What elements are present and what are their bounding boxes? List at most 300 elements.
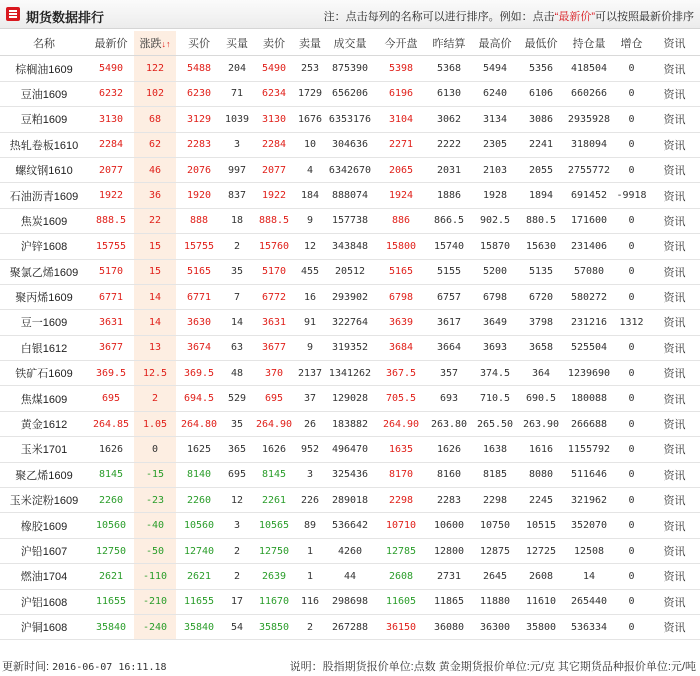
low-price: 5135 <box>518 259 564 284</box>
table-row <box>0 614 700 639</box>
ask-price: 8145 <box>252 462 296 487</box>
table-row <box>0 361 700 386</box>
ask-volume: 2137 <box>296 361 324 386</box>
contract-name[interactable]: 棕榈油1609 <box>0 56 88 81</box>
contract-name[interactable]: 玉米1701 <box>0 437 88 462</box>
column-header[interactable] <box>324 31 376 56</box>
info-link[interactable]: 资讯 <box>649 386 700 411</box>
change: 122 <box>134 56 176 81</box>
ask-volume: 9 <box>296 335 324 360</box>
table-row <box>0 234 700 259</box>
low-price: 2245 <box>518 488 564 513</box>
bid-price: 369.5 <box>176 361 222 386</box>
ask-price: 3130 <box>252 107 296 132</box>
ask-volume: 37 <box>296 386 324 411</box>
oi-change: 0 <box>614 361 649 386</box>
table-row <box>0 56 700 81</box>
volume: 183882 <box>324 411 376 436</box>
prev-settle: 2283 <box>426 488 472 513</box>
column-header[interactable] <box>252 31 296 56</box>
volume: 1341262 <box>324 361 376 386</box>
last-price: 12750 <box>88 538 134 563</box>
ask-price: 2261 <box>252 488 296 513</box>
table-row <box>0 310 700 335</box>
column-header-label: 最新价 <box>94 38 128 51</box>
bid-price: 5488 <box>176 56 222 81</box>
bid-price: 2260 <box>176 488 222 513</box>
sort-arrow-icon[interactable]: ↓↑ <box>161 39 171 50</box>
low-price: 2608 <box>518 564 564 589</box>
info-link[interactable]: 资讯 <box>649 183 700 208</box>
column-header[interactable] <box>296 31 324 56</box>
ask-price: 6772 <box>252 284 296 309</box>
open-price: 15800 <box>376 234 426 259</box>
info-link[interactable]: 资讯 <box>649 234 700 259</box>
prev-settle: 1626 <box>426 437 472 462</box>
open-price: 2298 <box>376 488 426 513</box>
contract-name[interactable]: 豆粕1609 <box>0 107 88 132</box>
contract-name[interactable]: 沪锌1608 <box>0 234 88 259</box>
table-row <box>0 259 700 284</box>
ask-price: 888.5 <box>252 208 296 233</box>
open-interest: 525504 <box>564 335 614 360</box>
change: -23 <box>134 488 176 513</box>
volume: 322764 <box>324 310 376 335</box>
low-price: 880.5 <box>518 208 564 233</box>
ask-price: 5170 <box>252 259 296 284</box>
info-link[interactable]: 资讯 <box>649 589 700 614</box>
prev-settle: 8160 <box>426 462 472 487</box>
high-price: 710.5 <box>472 386 518 411</box>
column-header[interactable] <box>222 31 252 56</box>
open-interest: 57080 <box>564 259 614 284</box>
ask-price: 695 <box>252 386 296 411</box>
table-row <box>0 157 700 182</box>
prev-settle: 357 <box>426 361 472 386</box>
info-link[interactable]: 资讯 <box>649 259 700 284</box>
contract-name[interactable]: 玉米淀粉1609 <box>0 488 88 513</box>
change: 46 <box>134 157 176 182</box>
column-header[interactable] <box>88 31 134 56</box>
table-row <box>0 538 700 563</box>
last-price: 11655 <box>88 589 134 614</box>
column-header[interactable] <box>518 31 564 56</box>
column-header-label: 买价 <box>188 38 210 51</box>
last-price: 3130 <box>88 107 134 132</box>
oi-change: 0 <box>614 259 649 284</box>
info-link[interactable]: 资讯 <box>649 538 700 563</box>
open-price: 6798 <box>376 284 426 309</box>
low-price: 3798 <box>518 310 564 335</box>
open-interest: 660266 <box>564 81 614 106</box>
contract-name[interactable]: 燃油1704 <box>0 564 88 589</box>
footer <box>0 655 700 676</box>
change: 13 <box>134 335 176 360</box>
high-price: 6240 <box>472 81 518 106</box>
ranking-logo-icon <box>6 7 20 21</box>
low-price: 12725 <box>518 538 564 563</box>
column-header-label: 昨结算 <box>432 38 466 51</box>
change: 62 <box>134 132 176 157</box>
oi-change: 0 <box>614 81 649 106</box>
bid-volume: 63 <box>222 335 252 360</box>
info-link[interactable]: 资讯 <box>649 284 700 309</box>
open-price: 8170 <box>376 462 426 487</box>
oi-change: 0 <box>614 157 649 182</box>
high-price: 36300 <box>472 614 518 639</box>
high-price: 374.5 <box>472 361 518 386</box>
open-price: 5398 <box>376 56 426 81</box>
low-price: 15630 <box>518 234 564 259</box>
last-price: 2260 <box>88 488 134 513</box>
column-header-label: 今开盘 <box>384 38 418 51</box>
contract-name[interactable]: 沪铅1607 <box>0 538 88 563</box>
table-row <box>0 462 700 487</box>
contract-name[interactable]: 焦煤1609 <box>0 386 88 411</box>
column-header[interactable] <box>426 31 472 56</box>
prev-settle: 12800 <box>426 538 472 563</box>
prev-settle: 6130 <box>426 81 472 106</box>
open-interest: 536334 <box>564 614 614 639</box>
prev-settle: 1886 <box>426 183 472 208</box>
prev-settle: 3664 <box>426 335 472 360</box>
info-link[interactable]: 资讯 <box>649 157 700 182</box>
table-row <box>0 564 700 589</box>
bid-price: 3630 <box>176 310 222 335</box>
bid-volume: 2 <box>222 538 252 563</box>
high-price: 2305 <box>472 132 518 157</box>
bid-volume: 2 <box>222 564 252 589</box>
prev-settle: 5155 <box>426 259 472 284</box>
bid-volume: 529 <box>222 386 252 411</box>
open-price: 6196 <box>376 81 426 106</box>
change: 14 <box>134 310 176 335</box>
oi-change: 0 <box>614 437 649 462</box>
open-price: 3104 <box>376 107 426 132</box>
ask-price: 3677 <box>252 335 296 360</box>
info-link[interactable]: 资讯 <box>649 564 700 589</box>
high-price: 11880 <box>472 589 518 614</box>
open-price: 705.5 <box>376 386 426 411</box>
prev-settle: 866.5 <box>426 208 472 233</box>
bid-price: 5165 <box>176 259 222 284</box>
open-price: 10710 <box>376 513 426 538</box>
low-price: 3086 <box>518 107 564 132</box>
volume: 656206 <box>324 81 376 106</box>
ask-price: 15760 <box>252 234 296 259</box>
bid-price: 35840 <box>176 614 222 639</box>
contract-name[interactable]: 铁矿石1609 <box>0 361 88 386</box>
ask-price: 3631 <box>252 310 296 335</box>
change: 12.5 <box>134 361 176 386</box>
bid-volume: 17 <box>222 589 252 614</box>
prev-settle: 3062 <box>426 107 472 132</box>
prev-settle: 3617 <box>426 310 472 335</box>
table-row <box>0 513 700 538</box>
change: -15 <box>134 462 176 487</box>
high-price: 902.5 <box>472 208 518 233</box>
prev-settle: 2031 <box>426 157 472 182</box>
contract-name[interactable]: 焦炭1609 <box>0 208 88 233</box>
prev-settle: 11865 <box>426 589 472 614</box>
change: 15 <box>134 259 176 284</box>
column-header-label: 增仓 <box>620 38 643 51</box>
oi-change: 0 <box>614 386 649 411</box>
open-interest: 265440 <box>564 589 614 614</box>
change: 14 <box>134 284 176 309</box>
ask-volume: 1676 <box>296 107 324 132</box>
volume: 304636 <box>324 132 376 157</box>
bid-volume: 12 <box>222 488 252 513</box>
info-link[interactable]: 资讯 <box>649 437 700 462</box>
bid-volume: 204 <box>222 56 252 81</box>
oi-change: 0 <box>614 538 649 563</box>
ask-volume: 952 <box>296 437 324 462</box>
open-price: 2271 <box>376 132 426 157</box>
high-price: 2298 <box>472 488 518 513</box>
oi-change: 0 <box>614 488 649 513</box>
info-link[interactable]: 资讯 <box>649 81 700 106</box>
contract-name[interactable]: 黄金1612 <box>0 411 88 436</box>
open-interest: 511646 <box>564 462 614 487</box>
info-link[interactable]: 资讯 <box>649 107 700 132</box>
update-time <box>2 658 167 674</box>
low-price: 1894 <box>518 183 564 208</box>
open-interest: 1239690 <box>564 361 614 386</box>
sort-hint-prefix: 注：点击每列的名称可以进行排序。例如：点击 <box>323 11 555 23</box>
header-bar <box>0 0 700 29</box>
bid-price: 888 <box>176 208 222 233</box>
contract-name[interactable]: 热轧卷板1610 <box>0 132 88 157</box>
low-price: 690.5 <box>518 386 564 411</box>
volume: 293902 <box>324 284 376 309</box>
open-price: 12785 <box>376 538 426 563</box>
info-link[interactable]: 资讯 <box>649 132 700 157</box>
bid-volume: 365 <box>222 437 252 462</box>
high-price: 3649 <box>472 310 518 335</box>
open-interest: 231406 <box>564 234 614 259</box>
open-price: 3684 <box>376 335 426 360</box>
bid-price: 15755 <box>176 234 222 259</box>
column-header-label: 买量 <box>226 38 248 51</box>
oi-change: 0 <box>614 234 649 259</box>
info-link[interactable]: 资讯 <box>649 614 700 639</box>
high-price: 15870 <box>472 234 518 259</box>
column-header[interactable] <box>472 31 518 56</box>
prev-settle: 5368 <box>426 56 472 81</box>
oi-change: 0 <box>614 411 649 436</box>
table-row <box>0 208 700 233</box>
open-price: 11605 <box>376 589 426 614</box>
column-header[interactable] <box>614 31 649 56</box>
bid-price: 3674 <box>176 335 222 360</box>
prev-settle: 10600 <box>426 513 472 538</box>
ask-price: 12750 <box>252 538 296 563</box>
contract-name[interactable]: 聚氯乙烯1609 <box>0 259 88 284</box>
prev-settle: 2222 <box>426 132 472 157</box>
table-row <box>0 335 700 360</box>
contract-name[interactable]: 沪铝1608 <box>0 589 88 614</box>
low-price: 10515 <box>518 513 564 538</box>
table-row <box>0 589 700 614</box>
open-price: 36150 <box>376 614 426 639</box>
bid-volume: 7 <box>222 284 252 309</box>
prev-settle: 2731 <box>426 564 472 589</box>
high-price: 5494 <box>472 56 518 81</box>
open-interest: 321962 <box>564 488 614 513</box>
last-price: 3631 <box>88 310 134 335</box>
table-row <box>0 107 700 132</box>
sort-hint <box>324 8 694 24</box>
column-header-label: 最高价 <box>478 38 512 51</box>
open-price: 1635 <box>376 437 426 462</box>
contract-name[interactable]: 聚丙烯1609 <box>0 284 88 309</box>
info-link[interactable]: 资讯 <box>649 462 700 487</box>
change: -240 <box>134 614 176 639</box>
bid-price: 2076 <box>176 157 222 182</box>
ask-price: 264.90 <box>252 411 296 436</box>
bid-price: 1625 <box>176 437 222 462</box>
volume: 343848 <box>324 234 376 259</box>
last-price: 2284 <box>88 132 134 157</box>
change: -40 <box>134 513 176 538</box>
column-header[interactable] <box>176 31 222 56</box>
ask-volume: 91 <box>296 310 324 335</box>
open-interest: 171600 <box>564 208 614 233</box>
oi-change: -9918 <box>614 183 649 208</box>
open-price: 367.5 <box>376 361 426 386</box>
contract-name[interactable]: 沪铜1608 <box>0 614 88 639</box>
low-price: 11610 <box>518 589 564 614</box>
table-row <box>0 386 700 411</box>
volume: 536642 <box>324 513 376 538</box>
ask-volume: 455 <box>296 259 324 284</box>
open-price: 2608 <box>376 564 426 589</box>
contract-name[interactable]: 豆一1609 <box>0 310 88 335</box>
volume: 6353176 <box>324 107 376 132</box>
change: 22 <box>134 208 176 233</box>
high-price: 6798 <box>472 284 518 309</box>
oi-change: 0 <box>614 462 649 487</box>
column-header[interactable] <box>649 31 700 56</box>
high-price: 1928 <box>472 183 518 208</box>
ask-volume: 116 <box>296 589 324 614</box>
ask-volume: 89 <box>296 513 324 538</box>
ask-volume: 1729 <box>296 81 324 106</box>
high-price: 1638 <box>472 437 518 462</box>
high-price: 3693 <box>472 335 518 360</box>
volume: 319352 <box>324 335 376 360</box>
open-interest: 318094 <box>564 132 614 157</box>
sort-hint-highlight: “最新价” <box>554 11 595 23</box>
last-price: 5490 <box>88 56 134 81</box>
oi-change: 0 <box>614 513 649 538</box>
high-price: 8185 <box>472 462 518 487</box>
high-price: 12875 <box>472 538 518 563</box>
info-link[interactable]: 资讯 <box>649 488 700 513</box>
bid-volume: 837 <box>222 183 252 208</box>
open-interest: 418504 <box>564 56 614 81</box>
open-interest: 352070 <box>564 513 614 538</box>
bid-volume: 18 <box>222 208 252 233</box>
table-row <box>0 411 700 436</box>
info-link[interactable]: 资讯 <box>649 56 700 81</box>
open-interest: 2935928 <box>564 107 614 132</box>
ask-volume: 4 <box>296 157 324 182</box>
info-link[interactable]: 资讯 <box>649 411 700 436</box>
low-price: 1616 <box>518 437 564 462</box>
last-price: 6771 <box>88 284 134 309</box>
contract-name[interactable]: 豆油1609 <box>0 81 88 106</box>
contract-name[interactable]: 聚乙烯1609 <box>0 462 88 487</box>
last-price: 264.85 <box>88 411 134 436</box>
contract-name[interactable]: 螺纹钢1610 <box>0 157 88 182</box>
column-header[interactable] <box>376 31 426 56</box>
ask-price: 2284 <box>252 132 296 157</box>
change: -110 <box>134 564 176 589</box>
table-row <box>0 81 700 106</box>
info-link[interactable]: 资讯 <box>649 208 700 233</box>
info-link[interactable]: 资讯 <box>649 310 700 335</box>
last-price: 10560 <box>88 513 134 538</box>
high-price: 3134 <box>472 107 518 132</box>
contract-name[interactable]: 石油沥青1609 <box>0 183 88 208</box>
last-price: 2077 <box>88 157 134 182</box>
open-price: 3639 <box>376 310 426 335</box>
bid-volume: 54 <box>222 614 252 639</box>
last-price: 8145 <box>88 462 134 487</box>
open-interest: 691452 <box>564 183 614 208</box>
last-price: 1922 <box>88 183 134 208</box>
ask-price: 1922 <box>252 183 296 208</box>
column-header-label: 涨跌 <box>139 38 162 51</box>
column-header-label: 卖量 <box>299 38 321 51</box>
column-header[interactable] <box>134 31 176 56</box>
bid-volume: 1039 <box>222 107 252 132</box>
ask-volume: 16 <box>296 284 324 309</box>
contract-name[interactable]: 白银1612 <box>0 335 88 360</box>
bid-price: 1920 <box>176 183 222 208</box>
ask-price: 6234 <box>252 81 296 106</box>
column-header[interactable] <box>564 31 614 56</box>
bid-price: 12740 <box>176 538 222 563</box>
ask-volume: 12 <box>296 234 324 259</box>
column-header-label: 资讯 <box>663 38 686 51</box>
column-header-label: 卖价 <box>263 38 285 51</box>
last-price: 5170 <box>88 259 134 284</box>
volume: 289018 <box>324 488 376 513</box>
last-price: 1626 <box>88 437 134 462</box>
info-link[interactable]: 资讯 <box>649 335 700 360</box>
bid-volume: 35 <box>222 259 252 284</box>
bid-price: 2621 <box>176 564 222 589</box>
bid-volume: 997 <box>222 157 252 182</box>
column-header[interactable] <box>0 31 88 56</box>
low-price: 8080 <box>518 462 564 487</box>
column-header-label: 持仓量 <box>572 38 606 51</box>
open-price: 886 <box>376 208 426 233</box>
table-row <box>0 284 700 309</box>
last-price: 15755 <box>88 234 134 259</box>
volume: 44 <box>324 564 376 589</box>
table-row <box>0 132 700 157</box>
high-price: 5200 <box>472 259 518 284</box>
bid-volume: 14 <box>222 310 252 335</box>
info-link[interactable]: 资讯 <box>649 361 700 386</box>
contract-name[interactable]: 橡胶1609 <box>0 513 88 538</box>
info-link[interactable]: 资讯 <box>649 513 700 538</box>
ask-volume: 2 <box>296 614 324 639</box>
